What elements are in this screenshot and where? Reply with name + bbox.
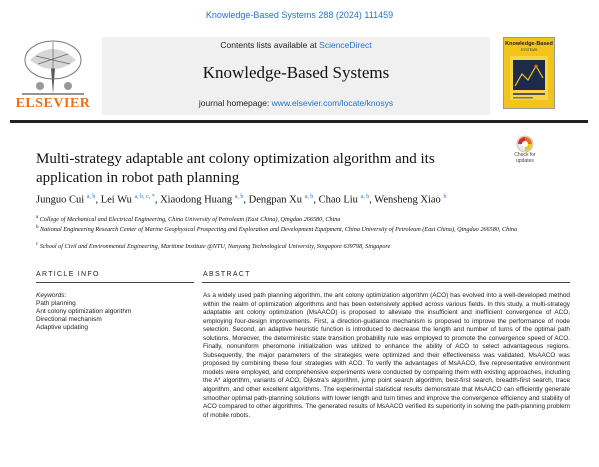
author-affiliation-marks[interactable]: a, b, c, * — [134, 194, 155, 200]
elsevier-tree-logo-icon — [18, 38, 88, 96]
author-name[interactable]: Wensheng Xiao — [374, 194, 441, 206]
author-affiliation-marks[interactable]: a, b — [234, 194, 244, 200]
keywords-label: Keywords: — [36, 292, 67, 299]
author-name[interactable]: Lei Wu — [100, 194, 132, 206]
journal-citation-link[interactable]: Knowledge-Based Systems 288 (2024) 111459 — [205, 10, 394, 20]
check-for-updates-line-1: Check for — [514, 152, 536, 158]
author-name[interactable]: Junguo Cui — [36, 194, 85, 206]
author-affiliation-marks[interactable]: a, b — [304, 194, 314, 200]
abstract-heading: ABSTRACT — [203, 271, 251, 278]
cover-subtitle: SYSTEMS — [520, 48, 538, 52]
journal-name: Knowledge-Based Systems — [202, 63, 390, 82]
author-affiliation-marks[interactable]: a, b — [360, 194, 370, 200]
abstract-divider — [202, 282, 570, 283]
keyword-item: Ant colony optimization algorithm — [36, 308, 132, 315]
author-affiliation-marks[interactable]: a, b — [86, 194, 96, 200]
keyword-item: Adaptive updating — [36, 324, 89, 331]
check-for-updates-label[interactable] — [500, 152, 550, 164]
homepage-prefix: journal homepage: — [198, 98, 272, 108]
affiliation-mark: b — [36, 225, 39, 230]
cover-title: Knowledge-Based — [505, 41, 553, 47]
author-name[interactable]: Chao Liu — [318, 194, 358, 206]
article-info-heading: ARTICLE INFO — [36, 271, 100, 278]
header-divider — [10, 120, 588, 123]
article-info-divider — [36, 282, 194, 283]
keyword-item: Directional mechanism — [36, 316, 102, 323]
contents-availability — [102, 40, 490, 50]
abstract-text: As a widely used path planning algorithm, the ant colony optimization algorithm (ACO) has evolved into a well-developed method within the realm of optimization algorithms and has been extensively applied across various fields. In this study, a multi-strategy adaptable ant colony optimization (MsAACO) is proposed to alleviate the insufficient and inefficient convergence of ACO, employing four-design improvements. First, a direction-guidance mechanism is proposed to improve the performance of node selection. Second, an adaptive heuristic function is introduced to decrease the length and number of turns of the optimal path solutions. Moreover, the deterministic state transition probability rule was employed to promote the convergence speed of ACO. Finally, nonuniform pheromone initialization was utilized to enhance the ability of ACO to select advantageous regions. Subsequently, the major parameters of the strategies were optimized and their effectiveness was validated. MsAACO was proposed by combining these four strategies with ACO. To verify the advantages of MsAACO, five representative environment models were employed, and comprehensive experiments were conducted by comparing them with existing approaches, including the A* algorithm, variants of ACO, Dijkstra's algorithm, jump point search algorithm, best-first search, breadth-first search, trace algorithm, and other excellent algorithms. The experimental statistical results demonstrate that MsAACO can efficiently generate smoother optimal path-planning solutions with lower length and turn times and improve the convergence efficiency and stability of ACO compared to other algorithms. The generated results of MsAACO verified its superiority in solving the path-planning problem of mobile robots. — [203, 292, 570, 419]
affiliation — [36, 241, 576, 251]
author-name[interactable]: Dengpan Xu — [248, 194, 303, 206]
author-affiliation-marks[interactable]: b — [443, 194, 447, 200]
article-title: Multi-strategy adaptable ant colony optimization algorithm and its application in robot path planning — [36, 151, 435, 186]
check-for-updates-line-2: updates — [516, 158, 534, 164]
homepage-link[interactable]: www.elsevier.com/locate/knosys — [271, 98, 394, 108]
affiliation-text: College of Mechanical and Electrical Engineering, China University of Petroleum (East China), Qingdao 266580, China — [39, 216, 341, 224]
cover-artwork-icon — [510, 56, 548, 100]
sciencedirect-link[interactable]: ScienceDirect — [319, 40, 372, 50]
author-list: Junguo Cui $^{a, b}$, Lei Wu $^{a, b, c, *}$, Xiaodong Huang $^{a, b}$, Dengpan Xu $^{a, b}$, Chao Liu $^{a, b}$, Wensheng Xiao $^b$ — [36, 194, 447, 206]
contents-prefix: Contents lists available at — [220, 40, 320, 50]
affiliation-text: National Engineering Research Center of Marine Geophysical Prospecting and Exploration and Development Equipment, China University of Petroleum (East China), Qingdao 266580, China — [40, 226, 518, 234]
affiliation — [36, 224, 576, 234]
author-name[interactable]: Xiaodong Huang — [160, 194, 233, 206]
affiliation-mark: c — [36, 242, 39, 247]
affiliation-text: School of Civil and Environmental Engineering, Maritime Institute @NTU, Nanyang Technological University, Singapore 639798, Singapore — [39, 243, 391, 251]
affiliation — [36, 214, 576, 224]
keyword-item: Path planning — [36, 300, 76, 307]
elsevier-wordmark: ELSEVIER — [15, 96, 91, 111]
affiliation-mark: a — [36, 215, 39, 220]
journal-homepage — [102, 98, 490, 108]
